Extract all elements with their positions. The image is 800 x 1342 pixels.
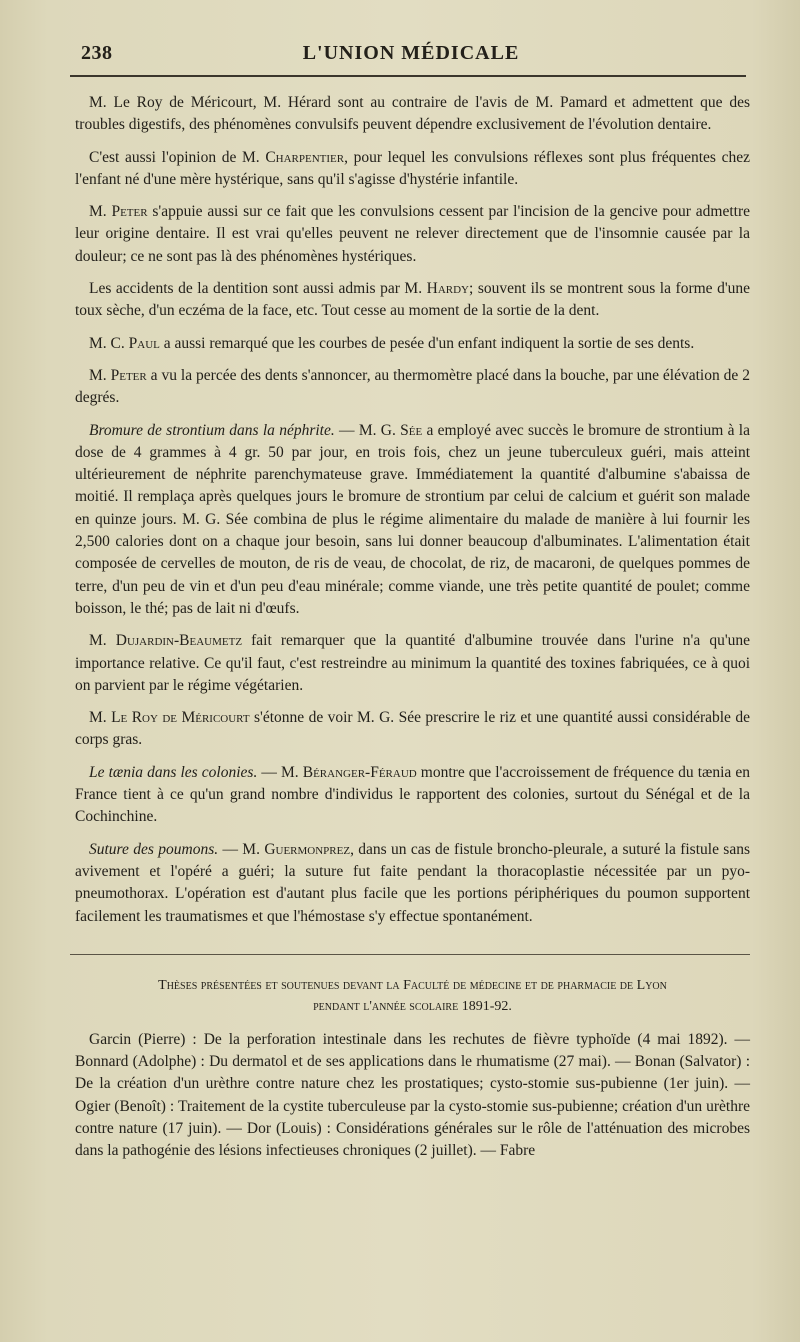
paragraph-2: C'est aussi l'opinion de M. Charpentier, pour lequel les convulsions réflexes sont plus fréquentes chez l'enfant né d'une mère hystérique, sans qu'il s'agisse d'hystérie infantile. xyxy=(75,148,750,188)
topic-taenia: Le tænia dans les colonies. — M. Béranger-Féraud montre que l'accroissement de fréquence du tænia en France tient à ce qu'un grand nombre d'individus le rapportent des colonies, surtout du Sénégal et de la Cochinchine. xyxy=(75,763,750,826)
header-rule xyxy=(70,75,746,77)
theses-heading: Thèses présentées et soutenues devant la Faculté de médecine et de pharmacie de Lyon pendant l'année scolaire 1891-92. xyxy=(158,977,667,1014)
author-name: Peter xyxy=(110,366,147,384)
topic-title: Le tænia dans les colonies. xyxy=(89,763,258,781)
paragraph-4: Les accidents de la dentition sont aussi admis par M. Hardy; souvent ils se montrent sous la forme d'une toux sèche, d'un eczéma de la face, etc. Tout cesse au moment de la sortie de la dent. xyxy=(75,280,750,320)
section-divider xyxy=(70,954,750,955)
topic-title: Bromure de strontium dans la néphrite. xyxy=(89,421,335,439)
article-body xyxy=(75,92,750,1173)
paragraph-3: M. Peter s'appuie aussi sur ce fait que les convulsions cessent par l'incision de la gencive pour admettre leur origine dentaire. Il est vrai qu'elles peuvent ne relever directement que de l'insomnie causée par la douleur; ce ne sont pas là des phénomènes hystériques. xyxy=(75,203,750,265)
author-name: Dujardin-Beaumetz xyxy=(115,632,243,650)
running-title: L'UNION MÉDICALE xyxy=(302,42,520,64)
page-number: 238 xyxy=(81,42,113,64)
topic-suture: Suture des poumons. — M. Guermonprez, dans un cas de fistule broncho-pleurale, a suturé la fistule sans avivement et l'opéré a guéri; la suture fut faite pendant la thoracoplastie nécessitée par un pyo-pneumothorax. L'opération est d'autant plus facile que les portions périphériques du poumon supportent facilement les traumatismes et que l'hémostase s'y effectue spontanément. xyxy=(75,840,750,925)
theses-list: Garcin (Pierre) : De la perforation intestinale dans les rechutes de fièvre typhoïde (4 mai 1892). — Bonnard (Adolphe) : Du dermatol et de ses applications dans le rhumatisme (27 mai). — Bonan (Salvator) : De la création d'un urèthre contre nature chez les prostatiques; cysto-stomie sus-pubienne (1er juin). — Ogier (Benoît) : Traitement de la cystite tuberculeuse par la cysto-stomie sus-pubienne; création d'un urèthre contre nature (17 juin). — Dor (Louis) : Considérations générales sur le rôle de l'atténuation des microbes dans la pathogénie des lésions infectieuses chroniques (2 juillet). — Fabre xyxy=(75,1030,750,1160)
author-name: Sée xyxy=(400,421,423,439)
author-name: Béranger-Féraud xyxy=(302,763,417,781)
paragraph-5: M. C. Paul a aussi remarqué que les courbes de pesée d'un enfant indiquent la sortie de ses dents. xyxy=(89,334,695,352)
topic-bromure: Bromure de strontium dans la néphrite. — M. G. Sée a employé avec succès le bromure de strontium à la dose de 4 grammes à 4 gr. 50 par jour, en trois fois, chez un jeune tuberculeux guéri, mais atteint ultérieurement de néphrite parenchymateuse grave. Immédiatement la quantité d'albumine s'abaissa de moitié. Il remplaça après quelques jours le bromure de strontium par celui de calcium et guérit son malade en quinze jours. M. G. Sée combina de plus le régime alimentaire du malade de manière à lui fournir les 2,500 calories dont on a chaque jour besoin, sans lui donner beaucoup d'albuminates. L'alimentation était composée de cervelles de mouton, de ris de veau, de chocolat, de riz, de macaroni, de quelques pommes de terre, d'un peu de vin et d'un peu d'eau minérale; comme viande, une très petite quantité de poulet; comme boisson, le thé; pas de lait ni d'œufs. xyxy=(75,421,750,617)
topic-title: Suture des poumons. xyxy=(89,840,219,858)
page-header xyxy=(75,42,747,76)
author-name: Hardy xyxy=(426,280,469,298)
paragraph-1: M. Le Roy de Méricourt, M. Hérard sont au contraire de l'avis de M. Pamard et admettent que des troubles digestifs, des phénomènes convulsifs peuvent dépendre exclusivement de l'évolution dentaire. xyxy=(75,94,750,134)
author-name: Peter xyxy=(111,203,148,221)
paragraph-dujardin: M. Dujardin-Beaumetz fait remarquer que la quantité d'albumine trouvée dans l'urine n'a qu'une importance relative. Ce qu'il faut, c'est restreindre au minimum la quantité des toxines fabriquées, ce à quoi on parvient par le régime végétarien. xyxy=(75,632,750,694)
author-name: Paul xyxy=(128,334,160,352)
author-name: Le Roy de Méricourt xyxy=(111,709,250,727)
author-name: Guermonprez xyxy=(264,840,351,858)
author-name: Charpentier xyxy=(265,148,345,166)
paragraph-6: M. Peter a vu la percée des dents s'annoncer, au thermomètre placé dans la bouche, par une élévation de 2 degrés. xyxy=(75,366,750,407)
paragraph-leroy: M. Le Roy de Méricourt s'étonne de voir M. G. Sée prescrire le riz et une quantité aussi considérable de corps gras. xyxy=(75,709,750,749)
